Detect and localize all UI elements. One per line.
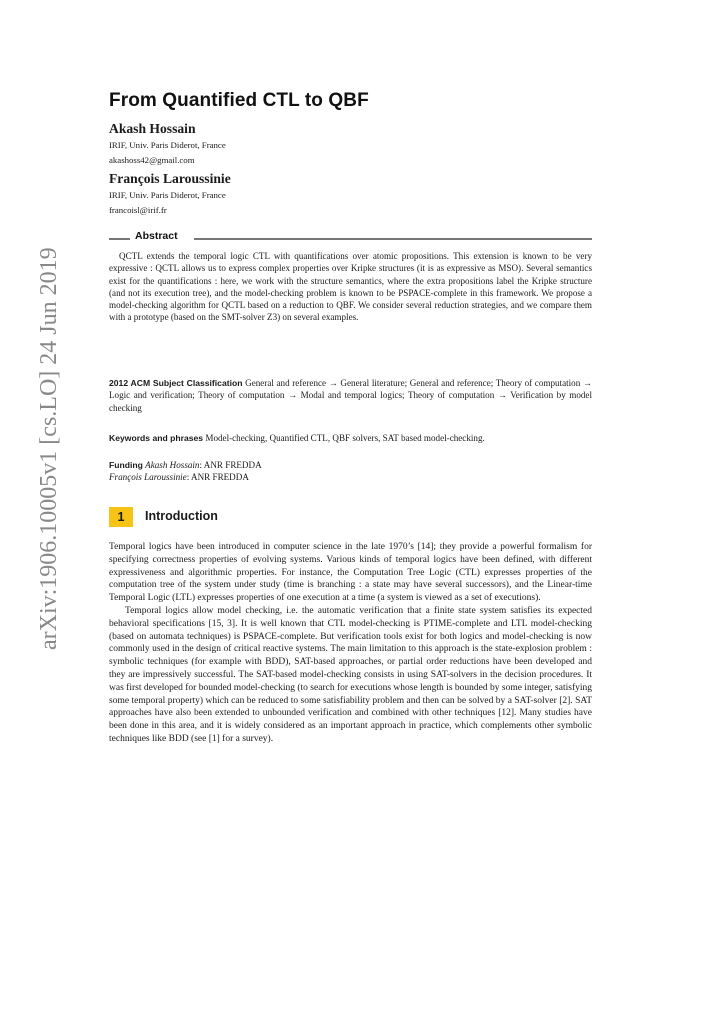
- author-name-2: François Laroussinie: [109, 171, 231, 186]
- author-name-1: Akash Hossain: [109, 121, 196, 136]
- arxiv-identifier: arXiv:1906.10005v1 [cs.LO] 24 Jun 2019: [36, 247, 62, 650]
- funding: [109, 459, 592, 484]
- keywords: [109, 432, 592, 444]
- section-number: 1: [109, 507, 133, 527]
- acm-classification: [109, 377, 592, 414]
- abstract-rule-right: [194, 238, 592, 240]
- funding-text-2: : ANR FREDDA: [186, 472, 249, 483]
- author-affiliation-1: IRIF, Univ. Paris Diderot, France: [109, 140, 226, 150]
- acm-label: 2012 ACM Subject Classification: [109, 378, 243, 388]
- funding-text-1: : ANR FREDDA: [199, 460, 262, 470]
- funding-person-2: François Laroussinie: [109, 472, 187, 483]
- author-email-1: akashoss42@gmail.com: [109, 155, 195, 165]
- abstract-heading: [109, 230, 592, 246]
- funding-label: Funding: [109, 460, 143, 470]
- acm-text: General and reference → General literature; General and reference; Theory of computation → Logic and verification; Theory of computation → Modal and temporal logics; Theory of computation → Verification by model checking: [109, 378, 592, 413]
- section-title: Introduction: [145, 509, 218, 523]
- author-email-2: francoisl@irif.fr: [109, 205, 167, 215]
- intro-paragraph-1: Temporal logics have been introduced in computer science in the late 1970’s [14]; they provide a powerful formalism for specifying correctness properties of evolving systems. Various kinds of temporal logics have been defined, with different expressiveness and algorithmic properties. For instance, the Computation Tree Logic (CTL) expresses properties of the computation tree of the system under study (time is branching : a state may have several successors), and the Linear-time Temporal Logic (LTL) expresses properties of one execution at a time (a system is viewed as a set of executions).: [109, 542, 592, 604]
- funding-line-1: [109, 459, 592, 471]
- abstract-label: Abstract: [135, 230, 178, 242]
- introduction-body: [109, 541, 592, 746]
- funding-line-2: [109, 471, 592, 483]
- author-affiliation-2: IRIF, Univ. Paris Diderot, France: [109, 190, 226, 200]
- intro-paragraph-2: Temporal logics allow model checking, i.e. the automatic verification that a finite state system satisfies its expected behavioral specifications [15, 3]. It is well known that CTL model-checking is PTIME-complete and LTL model-checking (based on automata techniques) is PSPACE-complete. But verification tools exist for both logics and model-checking is now commonly used in the design of critical reactive systems. The main limitation to this approach is the state-explosion problem : symbolic techniques (for example with BDD), SAT-based approaches, or partial order reductions have been developed and they are impressively successful. The SAT-based model-checking consists in using SAT-solvers in the decision procedures. It was first developed for bounded model-checking (to search for executions whose length is bounded by some integer, satisfying some temporal property) which can be reduced to some satisfiability problem and then can be solved by a SAT-solver [2]. SAT approaches have also been extended to unbounded verification and combined with other techniques [12]. Many studies have been done in this area, and it is widely considered as an important approach in practice, which complements other symbolic techniques like BDD (see [1] for a survey).: [109, 605, 592, 744]
- keywords-label: Keywords and phrases: [109, 433, 204, 443]
- paper-title: From Quantified CTL to QBF: [109, 90, 369, 111]
- keywords-text: Model-checking, Quantified CTL, QBF solvers, SAT based model-checking.: [205, 433, 485, 443]
- abstract-text: QCTL extends the temporal logic CTL with quantifications over atomic propositions. This extension is known to be very expressive : QCTL allows us to express complex properties over Kripke structures (it is as expressive as MSO). Several semantics exist for the quantifications : here, we work with the structure semantics, where the extra propositions label the Kripke structure (and not its execution tree), and the model-checking problem is known to be PSPACE-complete in this framework. We propose a model-checking algorithm for QCTL based on a reduction to QBF. We consider several reduction strategies, and we compare them with a prototype (based on the SMT-solver Z3) on several examples.: [109, 251, 592, 323]
- funding-person-1: Akash Hossain: [145, 460, 200, 470]
- abstract-rule-left: [109, 238, 130, 240]
